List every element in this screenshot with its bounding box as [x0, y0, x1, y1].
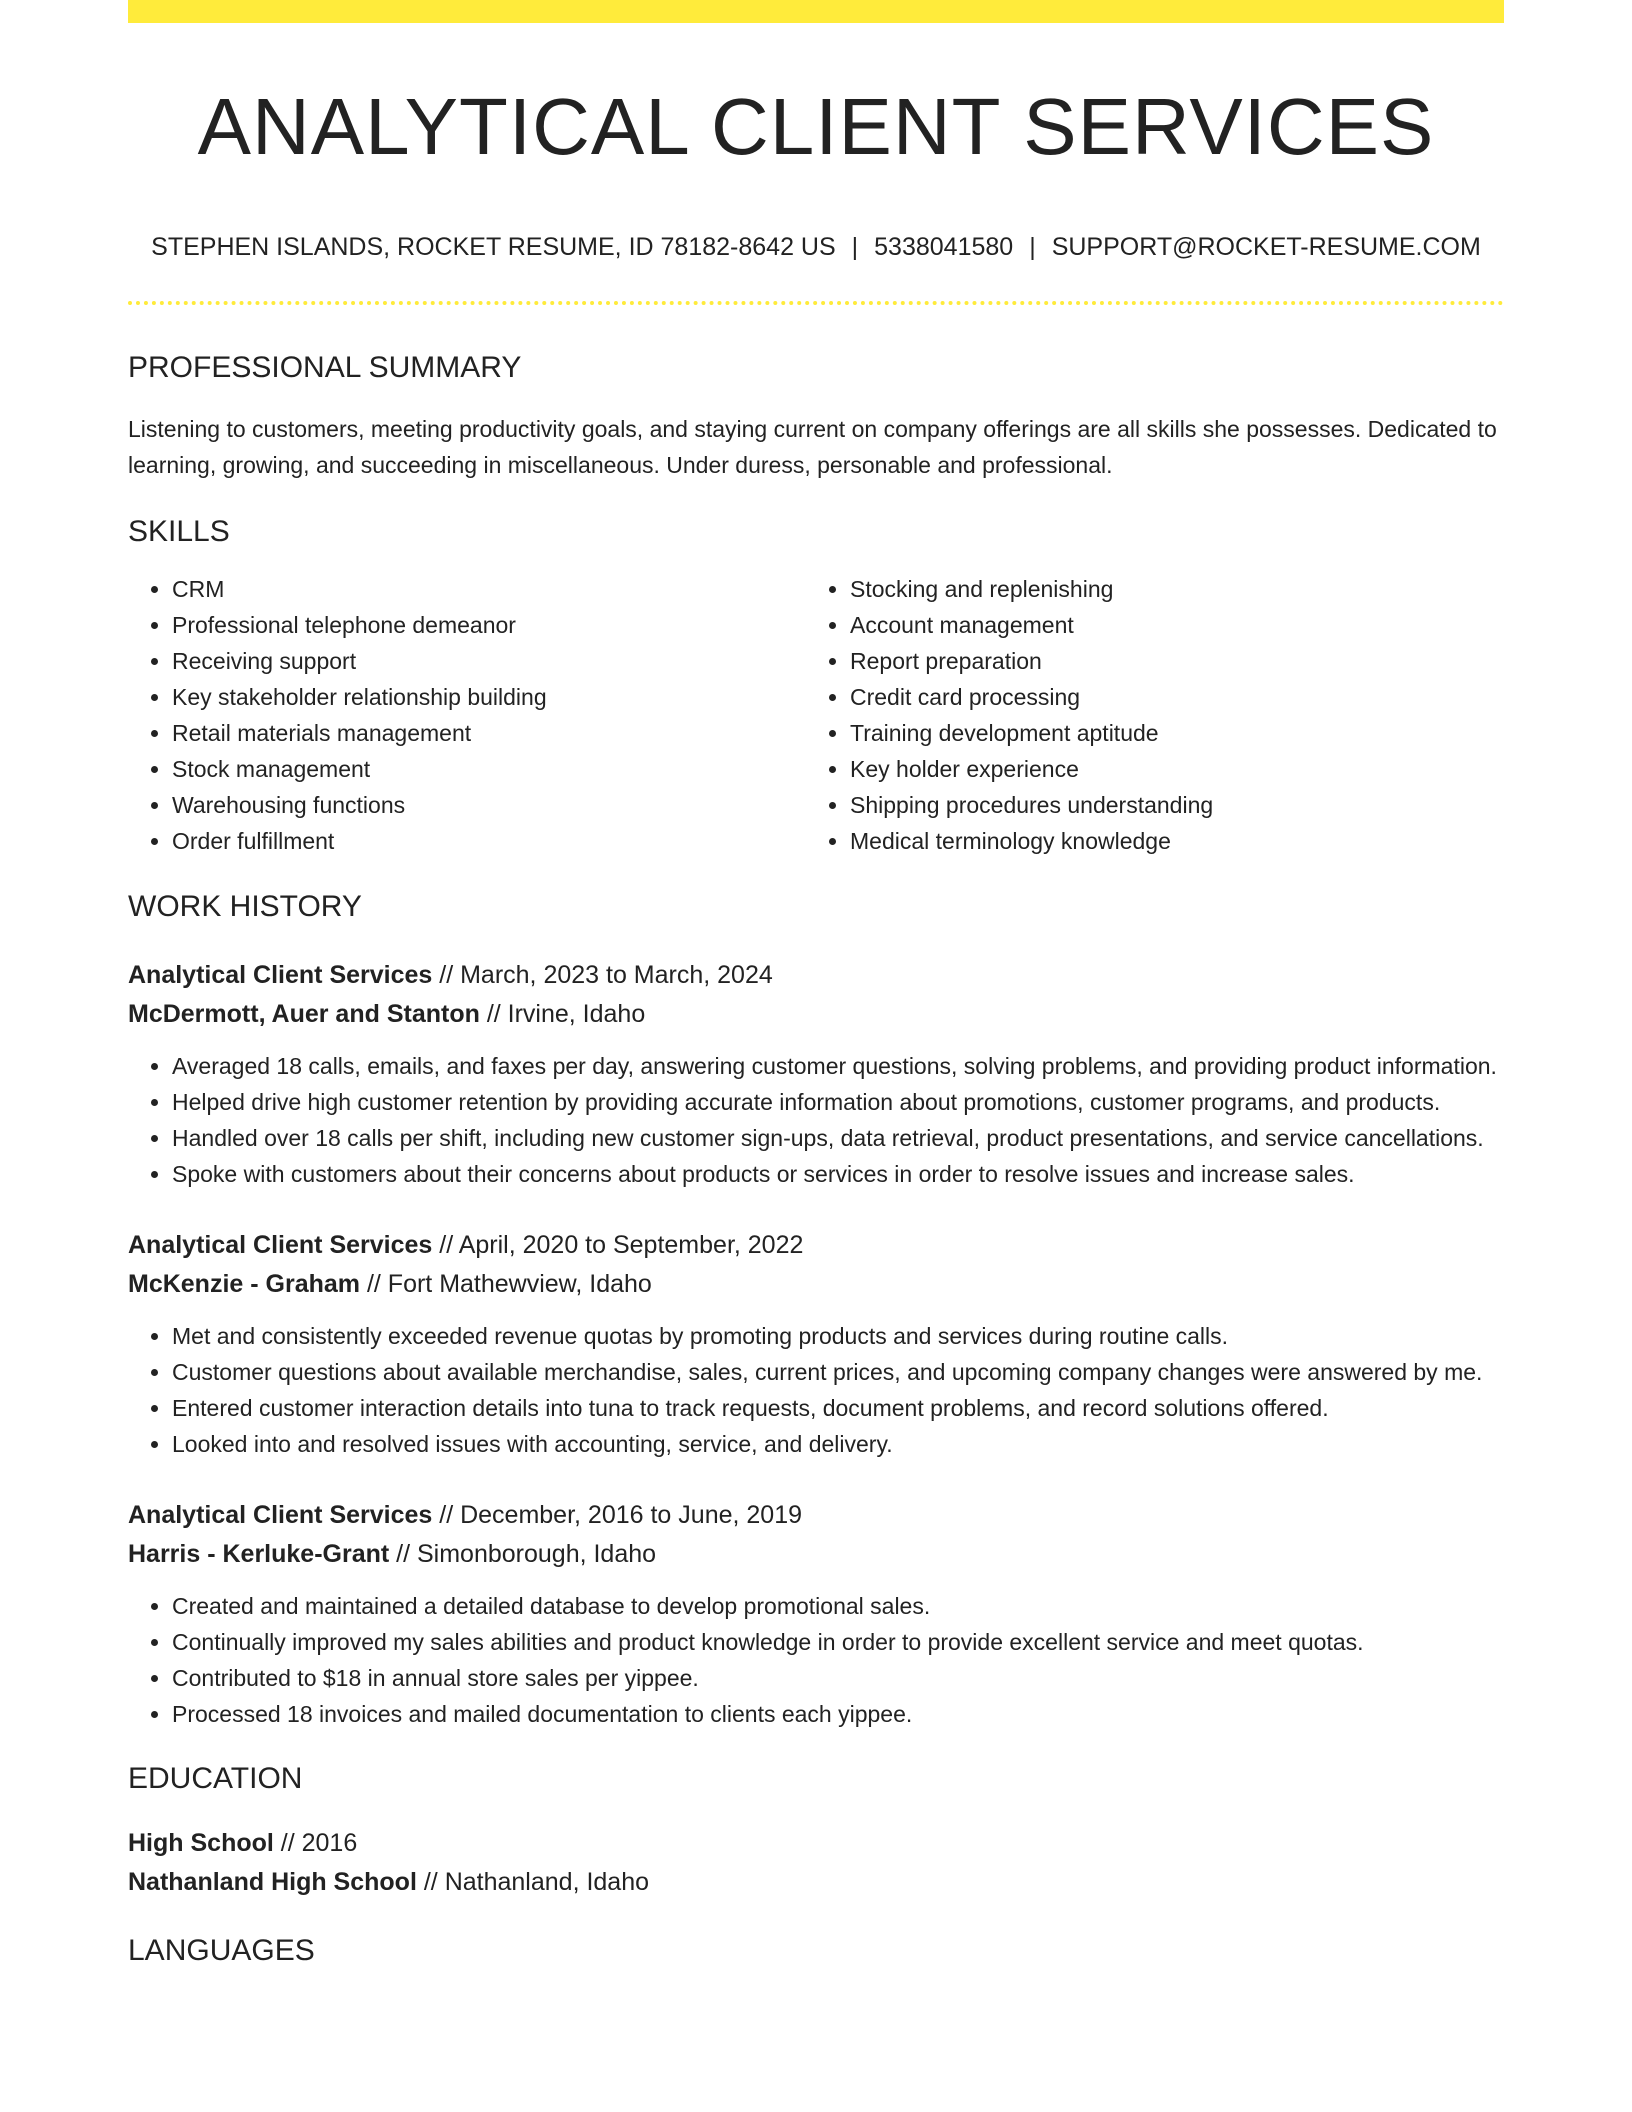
education-year: // 2016 [273, 1829, 358, 1857]
work-history-heading: WORK HISTORY [128, 890, 362, 923]
job-entry [128, 1226, 1504, 1462]
job-bullet: • Processed 18 invoices and mailed documentation to clients each yippee. [172, 1696, 1504, 1732]
job-dates: // December, 2016 to June, 2019 [432, 1501, 803, 1529]
job-bullet: • Customer questions about available merchandise, sales, current prices, and upcoming company changes were answered by me. [172, 1354, 1504, 1390]
job-company-line [128, 995, 1504, 1034]
accent-top-bar [128, 0, 1504, 23]
skill-item: • Training development aptitude [850, 715, 1504, 751]
job-company-line [128, 1535, 1504, 1574]
page-title: ANALYTICAL CLIENT SERVICES [197, 82, 1435, 171]
skill-item: • Retail materials management [172, 715, 806, 751]
skill-item: • Key holder experience [850, 751, 1504, 787]
job-bullet: • Entered customer interaction details into tuna to track requests, document problems, and record solutions offered. [172, 1390, 1504, 1426]
job-dates: // April, 2020 to September, 2022 [432, 1231, 804, 1259]
education-location: // Nathanland, Idaho [416, 1868, 650, 1896]
job-bullet: • Met and consistently exceeded revenue quotas by promoting products and services during routine calls. [172, 1318, 1504, 1354]
skill-item: • Professional telephone demeanor [172, 607, 806, 643]
skill-item: • Shipping procedures understanding [850, 787, 1504, 823]
job-company: McDermott, Auer and Stanton [128, 1000, 480, 1028]
job-title-line [128, 1226, 1504, 1265]
job-company: Harris - Kerluke-Grant [128, 1540, 390, 1568]
education-degree: High School [128, 1829, 274, 1857]
contact-email[interactable]: SUPPORT@ROCKET-RESUME.COM [1051, 233, 1481, 261]
skill-item: • Report preparation [850, 643, 1504, 679]
contact-phone[interactable]: 5338041580 [874, 233, 1014, 261]
skills-list [128, 571, 1504, 859]
job-bullets [128, 1318, 1504, 1462]
skill-item: • Warehousing functions [172, 787, 806, 823]
summary-heading: PROFESSIONAL SUMMARY [128, 351, 522, 384]
job-title: Analytical Client Services [128, 961, 433, 989]
job-bullet: • Continually improved my sales abilities and product knowledge in order to provide excellent service and meet quotas. [172, 1624, 1504, 1660]
job-bullet: • Looked into and resolved issues with accounting, service, and delivery. [172, 1426, 1504, 1462]
summary-text: Listening to customers, meeting productivity goals, and staying current on company offerings are all skills she possesses. Dedicated to learning, growing, and succeeding in miscellaneous. Under duress, personable and professional. [128, 416, 1497, 478]
job-title: Analytical Client Services [128, 1231, 433, 1259]
job-bullets [128, 1588, 1504, 1732]
job-dates: // March, 2023 to March, 2024 [432, 961, 773, 989]
contact-address: STEPHEN ISLANDS, ROCKET RESUME, ID 78182-8642 US [151, 233, 836, 261]
job-bullet: • Averaged 18 calls, emails, and faxes per day, answering customer questions, solving problems, and providing product information. [172, 1048, 1504, 1084]
languages-heading: LANGUAGES [128, 1934, 315, 1967]
skill-item: • Credit card processing [850, 679, 1504, 715]
job-company-line [128, 1265, 1504, 1304]
skill-item: • Stocking and replenishing [850, 571, 1504, 607]
job-entry [128, 1496, 1504, 1732]
job-title-line [128, 956, 1504, 995]
resume-page [128, 0, 1504, 1966]
education-heading: EDUCATION [128, 1762, 303, 1795]
job-title-line [128, 1496, 1504, 1535]
job-bullet: • Helped drive high customer retention by providing accurate information about promotions, customer programs, and products. [172, 1084, 1504, 1120]
education-school-line [128, 1863, 1504, 1902]
job-title: Analytical Client Services [128, 1501, 433, 1529]
dotted-divider [128, 301, 1504, 305]
education-entry [128, 1824, 1504, 1902]
skill-item: • Key stakeholder relationship building [172, 679, 806, 715]
education-degree-line [128, 1824, 1504, 1863]
job-entry [128, 956, 1504, 1192]
education-school: Nathanland High School [128, 1868, 417, 1896]
skills-column-right [806, 571, 1504, 859]
job-bullet: • Handled over 18 calls per shift, including new customer sign-ups, data retrieval, product presentations, and service cancellations. [172, 1120, 1504, 1156]
contact-separator: | [851, 233, 859, 261]
contact-separator: | [1029, 233, 1036, 261]
job-bullets [128, 1048, 1504, 1192]
job-bullet: • Contributed to $18 in annual store sales per yippee. [172, 1660, 1504, 1696]
job-bullet: • Created and maintained a detailed database to develop promotional sales. [172, 1588, 1504, 1624]
job-bullet: • Spoke with customers about their concerns about products or services in order to resolve issues and increase sales. [172, 1156, 1504, 1192]
skill-item: • Account management [850, 607, 1504, 643]
skill-item: • Medical terminology knowledge [850, 823, 1504, 859]
skill-item: • CRM [172, 571, 806, 607]
job-company: McKenzie - Graham [128, 1270, 361, 1298]
job-location: // Irvine, Idaho [479, 1000, 646, 1028]
job-location: // Fort Mathewview, Idaho [360, 1270, 652, 1298]
skill-item: • Receiving support [172, 643, 806, 679]
skill-item: • Stock management [172, 751, 806, 787]
skills-column-left [128, 571, 806, 859]
contact-line [128, 235, 1504, 260]
job-location: // Simonborough, Idaho [389, 1540, 657, 1568]
skills-heading: SKILLS [128, 515, 230, 548]
skill-item: • Order fulfillment [172, 823, 806, 859]
